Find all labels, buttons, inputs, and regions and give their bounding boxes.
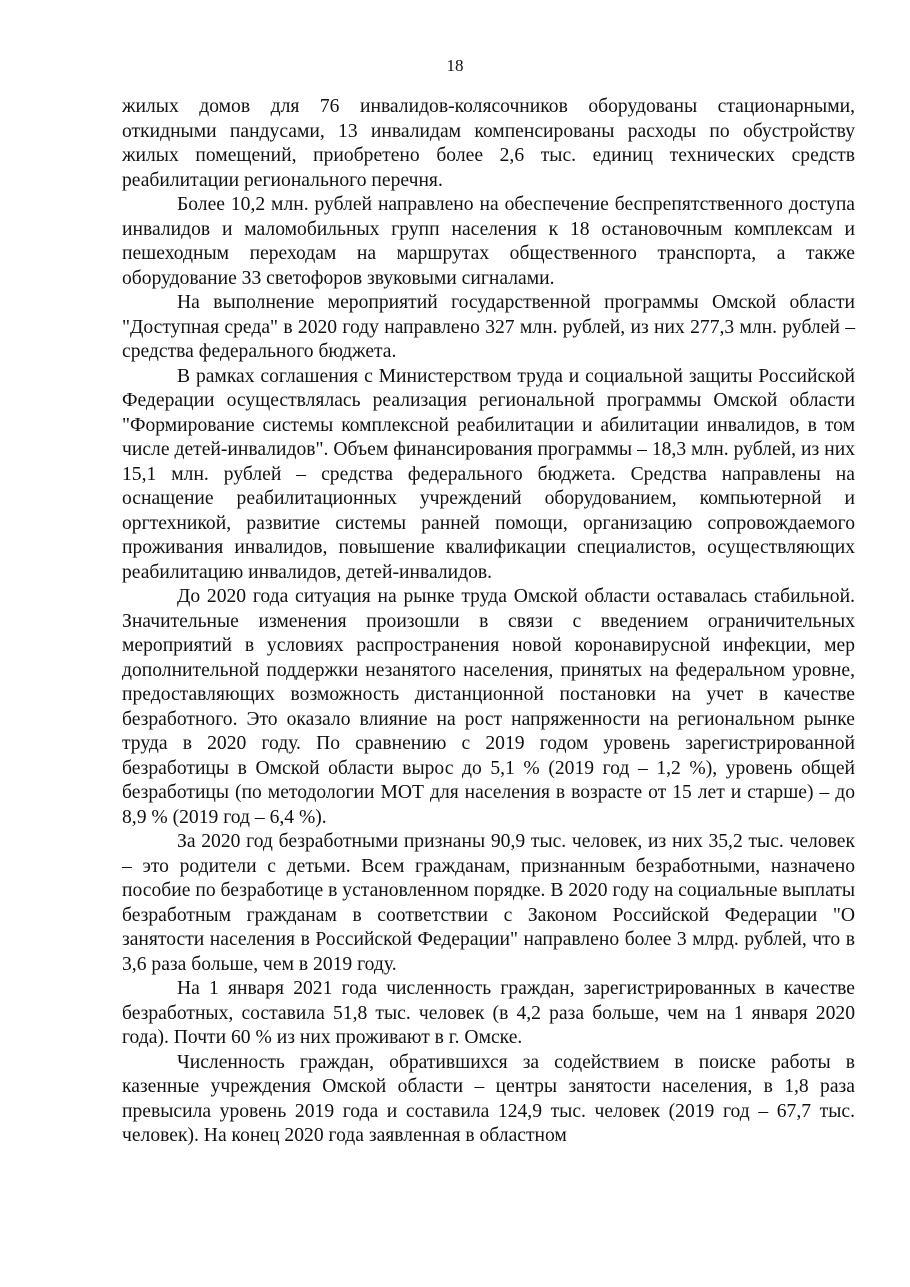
paragraph-labor-market: До 2020 года ситуация на рынке труда Омской области оставалась стабильной. Значительные изменения произошли в связи с введением ограничительных мероприятий в условиях распространения новой коронавирусной инфекции, мер дополнительной поддержки незанятого населения, принятых на федеральном уровне, предоставляющих возможность дистанционной постановки на учет в качестве безработного. Это оказало влияние на рост напряженности на региональном рынке труда в 2020 году. По сравнению с 2019 годом уровень зарегистрированной безработицы в Омской области вырос до 5,1 % (2019 год – 1,2 %), уровень общей безработицы (по методологии МОТ для населения в возрасте от 15 лет и старше) – до 8,9 % (2019 год – 6,4 %). bbox=[122, 586, 855, 828]
paragraph-registered-unemployed: На 1 января 2021 года численность граждан, зарегистрированных в качестве безработных, составила 51,8 тыс. человек (в 4,2 раза больше, чем на 1 января 2020 года). Почти 60 % из них проживают в г. Омске. bbox=[122, 978, 855, 1048]
document-body bbox=[122, 95, 855, 1149]
paragraph-rehabilitation-program: В рамках соглашения с Министерством труда и социальной защиты Российской Федерации осуществлялась реализация региональной программы Омской области "Формирование системы комплексной реабилитации и абилитации инвалидов, в том числе детей-инвалидов". Объем финансирования программы – 18,3 млн. рублей, из них 15,1 млн. рублей – средства федерального бюджета. Средства направлены на оснащение реабилитационных учреждений оборудованием, компьютерной и оргтехникой, развитие системы ранней помощи, организацию сопровождаемого проживания инвалидов, повышение квалификации специалистов, осуществляющих реабилитацию инвалидов, детей-инвалидов. bbox=[122, 365, 855, 583]
paragraph-barrier-free-access: Более 10,2 млн. рублей направлено на обеспечение беспрепятственного доступа инвалидов и маломобильных групп населения к 18 остановочным комплексам и пешеходным переходам на маршрутах общественного транспорта, а также оборудование 33 светофоров звуковыми сигналами. bbox=[122, 194, 855, 289]
paragraph-accessibility-housing: жилых домов для 76 инвалидов-колясочников оборудованы стационарными, откидными пандусами, 13 инвалидам компенсированы расходы по обустройству жилых помещений, приобретено более 2,6 тыс. единиц технических средств реабилитации регионального перечня. bbox=[122, 96, 855, 191]
paragraph-unemployed-recognized: За 2020 год безработными признаны 90,9 тыс. человек, из них 35,2 тыс. человек – это родители с детьми. Всем гражданам, признанным безработными, назначено пособие по безработице в установленном порядке. В 2020 году на социальные выплаты безработным гражданам в соответствии с Законом Российской Федерации "О занятости населения в Российской Федерации" направлено более 3 млрд. рублей, что в 3,6 раза больше, чем в 2019 году. bbox=[122, 831, 855, 975]
page-number: 18 bbox=[446, 56, 464, 75]
paragraph-accessible-environment-program: На выполнение мероприятий государственной программы Омской области "Доступная среда" в 2020 году направлено 327 млн. рублей, из них 277,3 млн. рублей – средства федерального бюджета. bbox=[122, 292, 855, 362]
paragraph-job-search-applicants: Численность граждан, обратившихся за содействием в поиске работы в казенные учреждения Омской области – центры занятости населения, в 1,8 раза превысила уровень 2019 года и составила 124,9 тыс. человек (2019 год – 67,7 тыс. человек). На конец 2020 года заявленная в областном bbox=[122, 1051, 855, 1146]
